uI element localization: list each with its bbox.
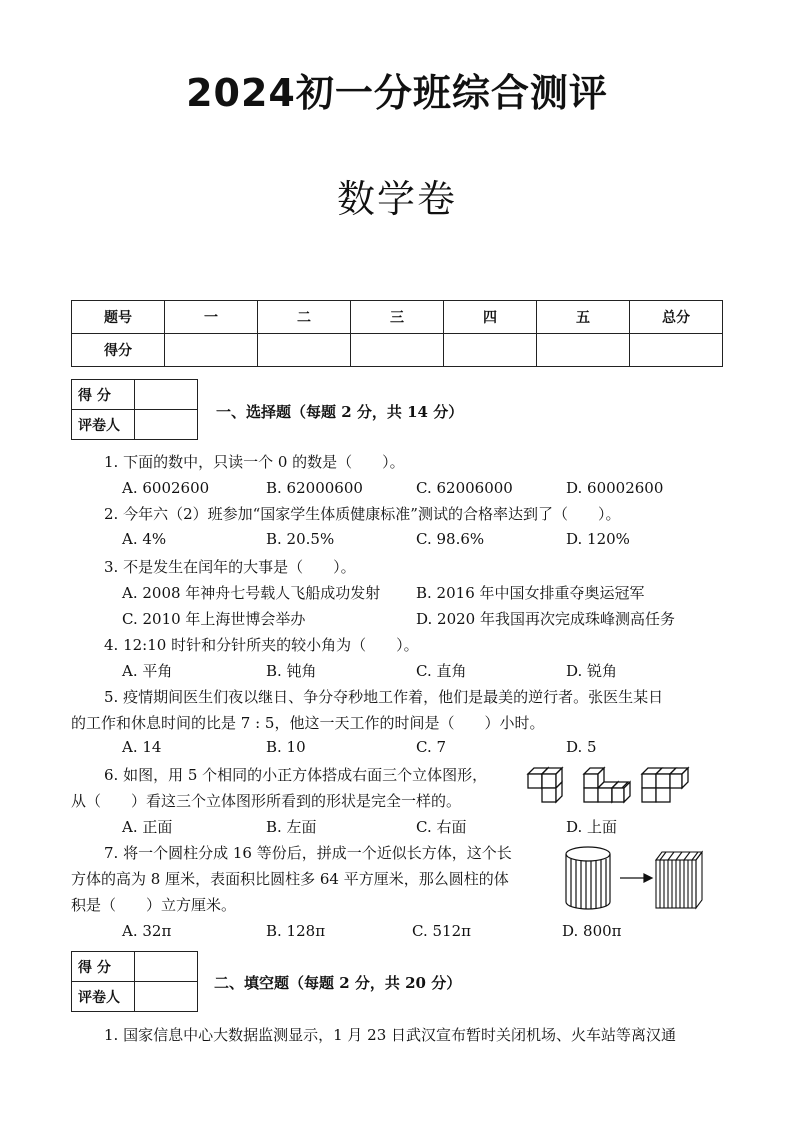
score-row-label: 得分 (72, 334, 165, 367)
grader-score-cell[interactable] (135, 952, 198, 982)
question-5-stem-line-2: 的工作和休息时间的比是 7 : 5，他这一天工作的时间是（ ）小时。 (71, 714, 545, 732)
question-5-option-d[interactable]: D. 5 (566, 738, 597, 756)
question-6-option-c[interactable]: C. 右面 (416, 818, 467, 836)
grader-name-cell[interactable] (135, 982, 198, 1012)
section1-heading: 一、选择题（每题 2 分，共 14 分） (216, 403, 464, 421)
question-5-option-c[interactable]: C. 7 (416, 738, 447, 756)
page-subtitle: 数学卷 (336, 177, 457, 221)
question-1-stem: 1. 下面的数中，只读一个 0 的数是（ ）。 (104, 453, 405, 471)
question-6-stem-line-1: 6. 如图，用 5 个相同的小正方体搭成右面三个立体图形， (104, 766, 488, 784)
question-3-option-a[interactable]: A. 2008 年神舟七号载人飞船成功发射 (122, 584, 381, 602)
score-cell[interactable] (444, 334, 537, 367)
score-cell[interactable] (630, 334, 723, 367)
question-6-option-a[interactable]: A. 正面 (122, 818, 173, 836)
cuboid-shape (656, 852, 702, 908)
arrow-right-icon (620, 874, 652, 882)
question-2-option-a[interactable]: A. 4% (122, 530, 167, 548)
cube-solid-3 (642, 768, 688, 802)
grader-name-label: 评卷人 (72, 410, 135, 440)
question-6-option-b[interactable]: B. 左面 (266, 818, 317, 836)
question-4-option-d[interactable]: D. 锐角 (566, 662, 618, 680)
score-cell[interactable] (537, 334, 630, 367)
question-5-option-a[interactable]: A. 14 (122, 738, 162, 756)
question-6-option-d[interactable]: D. 上面 (566, 818, 618, 836)
score-header-cell: 一 (165, 301, 258, 334)
section2-heading: 二、填空题（每题 2 分，共 20 分） (214, 974, 462, 992)
score-header-cell: 三 (351, 301, 444, 334)
question-4-option-c[interactable]: C. 直角 (416, 662, 467, 680)
question-3-stem: 3. 不是发生在闰年的大事是（ ）。 (104, 558, 356, 576)
question-3-option-c[interactable]: C. 2010 年上海世博会举办 (122, 610, 306, 628)
question-7-option-c[interactable]: C. 512π (412, 922, 471, 940)
score-table-header-row (72, 301, 723, 334)
question-3-option-d[interactable]: D. 2020 年我国再次完成珠峰测高任务 (416, 610, 675, 628)
score-table-score-row (72, 334, 723, 367)
score-header-cell: 四 (444, 301, 537, 334)
score-cell[interactable] (165, 334, 258, 367)
grader-name-label: 评卷人 (72, 982, 135, 1012)
score-cell[interactable] (351, 334, 444, 367)
question-2-option-c[interactable]: C. 98.6% (416, 530, 485, 548)
question-2-stem: 2. 今年六（2）班参加“国家学生体质健康标准”测试的合格率达到了（ ）。 (104, 505, 621, 523)
question-3-option-b[interactable]: B. 2016 年中国女排重夺奥运冠军 (416, 584, 645, 602)
question-7-stem-line-1: 7. 将一个圆柱分成 16 等份后，拼成一个近似长方体，这个长 (104, 844, 512, 862)
question-1-option-b[interactable]: B. 62000600 (266, 479, 363, 497)
question-1-option-a[interactable]: A. 6002600 (122, 479, 210, 497)
grader-box (71, 951, 198, 1012)
question-7-stem-line-3: 积是（ ）立方厘米。 (71, 896, 237, 914)
question-6-stem-line-2: 从（ ）看这三个立体图形所看到的形状是完全一样的。 (71, 792, 462, 810)
score-cell[interactable] (258, 334, 351, 367)
question-1-option-d[interactable]: D. 60002600 (566, 479, 664, 497)
score-header-cell: 总分 (630, 301, 723, 334)
cylinder-shape (566, 847, 610, 909)
grader-score-label: 得 分 (72, 952, 135, 982)
question-2-option-d[interactable]: D. 120% (566, 530, 630, 548)
cube-solid-1 (528, 768, 562, 802)
section2-question-1-line-1: 1. 国家信息中心大数据监测显示，1 月 23 日武汉宣布暂时关闭机场、火车站等离汉通 (104, 1026, 677, 1044)
grader-name-cell[interactable] (135, 410, 198, 440)
question-1-option-c[interactable]: C. 62006000 (416, 479, 513, 497)
grader-box (71, 379, 198, 440)
score-header-cell: 二 (258, 301, 351, 334)
question-5-stem-line-1: 5. 疫情期间医生们夜以继日、争分夺秒地工作着，他们是最美的逆行者。张医生某日 (104, 688, 664, 706)
page-title: 2024初一分班综合测评 (186, 71, 608, 115)
question-4-stem: 4. 12:10 时针和分针所夹的较小角为（ ）。 (104, 636, 419, 654)
question-7-option-a[interactable]: A. 32π (122, 922, 172, 940)
cube-solids-figure (524, 764, 694, 810)
question-7-option-d[interactable]: D. 800π (562, 922, 622, 940)
score-header-cell: 题号 (72, 301, 165, 334)
cube-solid-2 (584, 768, 630, 802)
question-4-option-b[interactable]: B. 钝角 (266, 662, 317, 680)
question-7-option-b[interactable]: B. 128π (266, 922, 326, 940)
grader-score-cell[interactable] (135, 380, 198, 410)
grader-score-label: 得 分 (72, 380, 135, 410)
cylinder-to-cuboid-figure (560, 840, 710, 920)
score-table (71, 300, 723, 367)
question-5-option-b[interactable]: B. 10 (266, 738, 306, 756)
question-7-stem-line-2: 方体的高为 8 厘米，表面积比圆柱多 64 平方厘米，那么圆柱的体 (71, 870, 509, 888)
question-4-option-a[interactable]: A. 平角 (122, 662, 173, 680)
question-2-option-b[interactable]: B. 20.5% (266, 530, 335, 548)
score-header-cell: 五 (537, 301, 630, 334)
